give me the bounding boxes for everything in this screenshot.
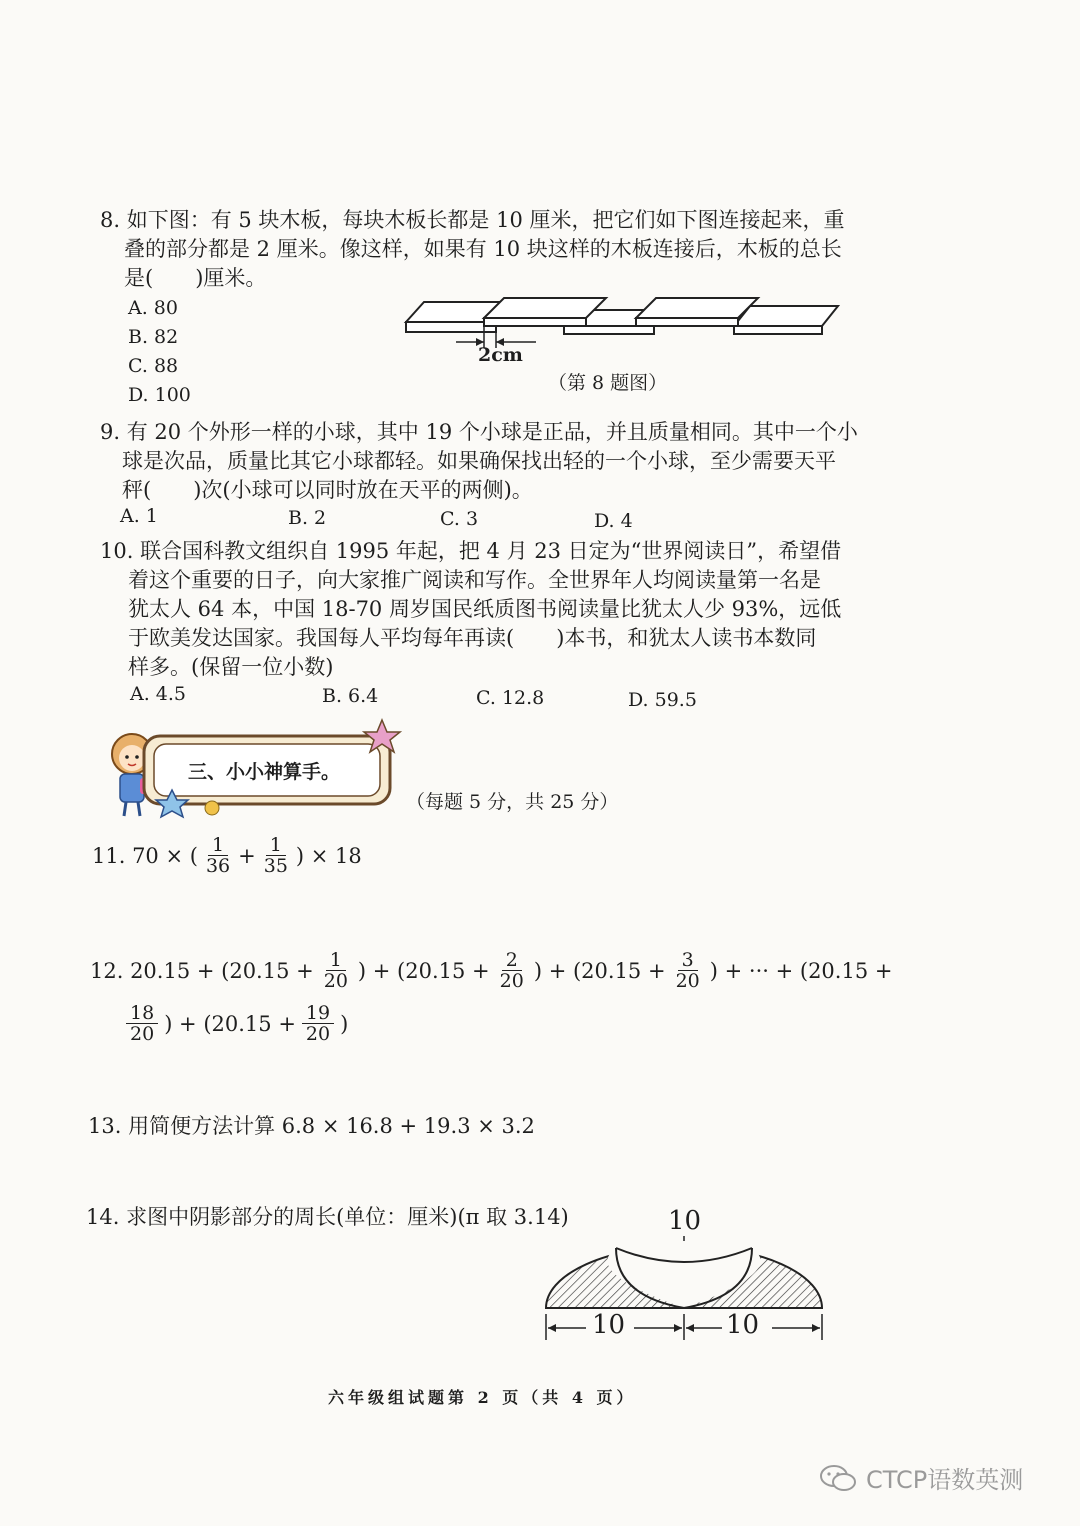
q11-fraction-2: $\frac{1}{35}$ [263, 834, 288, 877]
wechat-icon [818, 1462, 858, 1494]
q12-fraction-1: $\frac{1}{20}$ [323, 949, 348, 992]
q10-option-a: A. 4.5 [130, 683, 187, 705]
q12-fraction-4: $\frac{18}{20}$ [126, 1003, 158, 1044]
plank-dimension-label: 2cm [478, 344, 523, 366]
option-a: A. 80 [128, 297, 178, 319]
option-b: B. 82 [128, 326, 179, 348]
q9-option-d: D. 4 [594, 510, 633, 532]
watermark-text: CTCP语数英测 [866, 1466, 1024, 1494]
page-footer: 六年级组试题第 2 页（共 4 页） [328, 1388, 637, 1407]
q9-option-b: B. 2 [288, 507, 327, 529]
question-9-line-1: 9. 有 20 个外形一样的小球，其中 19 个小球是正品，并且质量相同。其中一个小 [100, 420, 858, 444]
q12-fraction-5: $\frac{19}{20}$ [302, 1003, 334, 1044]
q9-option-c: C. 3 [440, 508, 479, 530]
option-d: D. 100 [128, 384, 191, 406]
q11-suffix: ) × 18 [295, 843, 362, 868]
q12-prefix: 12. 20.15 + (20.15 + [90, 958, 314, 983]
q12-mid-2: ) + (20.15 + [533, 958, 666, 983]
question-8 [100, 206, 860, 293]
q11-prefix: 11. 70 × ( [92, 843, 198, 868]
question-8-options [128, 294, 191, 410]
question-9 [100, 418, 860, 505]
semicircle-figure [536, 1236, 830, 1344]
watermark [818, 1460, 1023, 1495]
question-8-line-3: 是( )厘米。 [124, 266, 267, 290]
q10-option-d: D. 59.5 [628, 689, 697, 711]
q11-plus: + [238, 843, 256, 868]
q12-fraction-3: $\frac{3}{20}$ [675, 949, 700, 992]
question-8-line-1: 8. 如下图：有 5 块木板，每块木板长都是 10 厘米，把它们如下图连接起来，重 [100, 208, 845, 232]
q14-top-label: 10 [668, 1206, 702, 1236]
question-10-line-2: 着这个重要的日子，向大家推广阅读和写作。全世界年人均阅读量第一名是 [128, 568, 821, 592]
question-10 [100, 537, 860, 682]
plank-figure [400, 292, 850, 372]
question-10-line-4: 于欧美发达国家。我国每人平均每年再读( )本书，和犹太人读书本数同 [128, 626, 817, 650]
question-9-line-3: 秤( )次(小球可以同时放在天平的两侧)。 [122, 478, 533, 502]
q12-tail-1: ) + ··· + (20.15 + [709, 958, 893, 983]
question-10-line-3: 犹太人 64 本，中国 18-70 周岁国民纸质图书阅读量比犹太人少 93%，远低 [128, 597, 842, 621]
figure-8-caption: （第 8 题图） [548, 372, 668, 394]
question-11 [92, 835, 362, 876]
q12-tail-2: ) [340, 1011, 349, 1036]
option-c: C. 88 [128, 355, 179, 377]
question-8-line-2: 叠的部分都是 2 厘米。像这样，如果有 10 块这样的木板连接后，木板的总长 [124, 237, 842, 261]
q12-fraction-2: $\frac{2}{20}$ [499, 949, 524, 992]
question-12-line-1 [90, 950, 892, 991]
q14-right-label: 10 [726, 1310, 760, 1340]
q9-option-a: A. 1 [120, 505, 158, 527]
q10-option-b: B. 6.4 [322, 685, 379, 707]
q10-option-c: C. 12.8 [476, 687, 545, 709]
section-3-title: 三、小小神算手。 [188, 761, 341, 783]
section-3-score: （每题 5 分，共 25 分） [406, 791, 619, 813]
question-13: 13. 用简便方法计算 6.8 × 16.8 + 19.3 × 3.2 [88, 1114, 535, 1138]
question-14: 14. 求图中阴影部分的周长(单位：厘米)(π 取 3.14) [86, 1205, 569, 1229]
question-12-line-2 [122, 1003, 348, 1044]
q14-left-label: 10 [592, 1310, 626, 1340]
question-10-line-1: 10. 联合国科教文组织自 1995 年起，把 4 月 23 日定为“世界阅读日”，希望借 [100, 539, 842, 563]
q12-mid-3: ) + (20.15 + [164, 1011, 296, 1036]
q12-mid-1: ) + (20.15 + [357, 958, 490, 983]
q11-fraction-1: $\frac{1}{36}$ [205, 834, 231, 877]
question-9-line-2: 球是次品，质量比其它小球都轻。如果确保找出轻的一个小球，至少需要天平 [122, 449, 836, 473]
question-10-line-5: 样多。(保留一位小数) [128, 655, 334, 679]
